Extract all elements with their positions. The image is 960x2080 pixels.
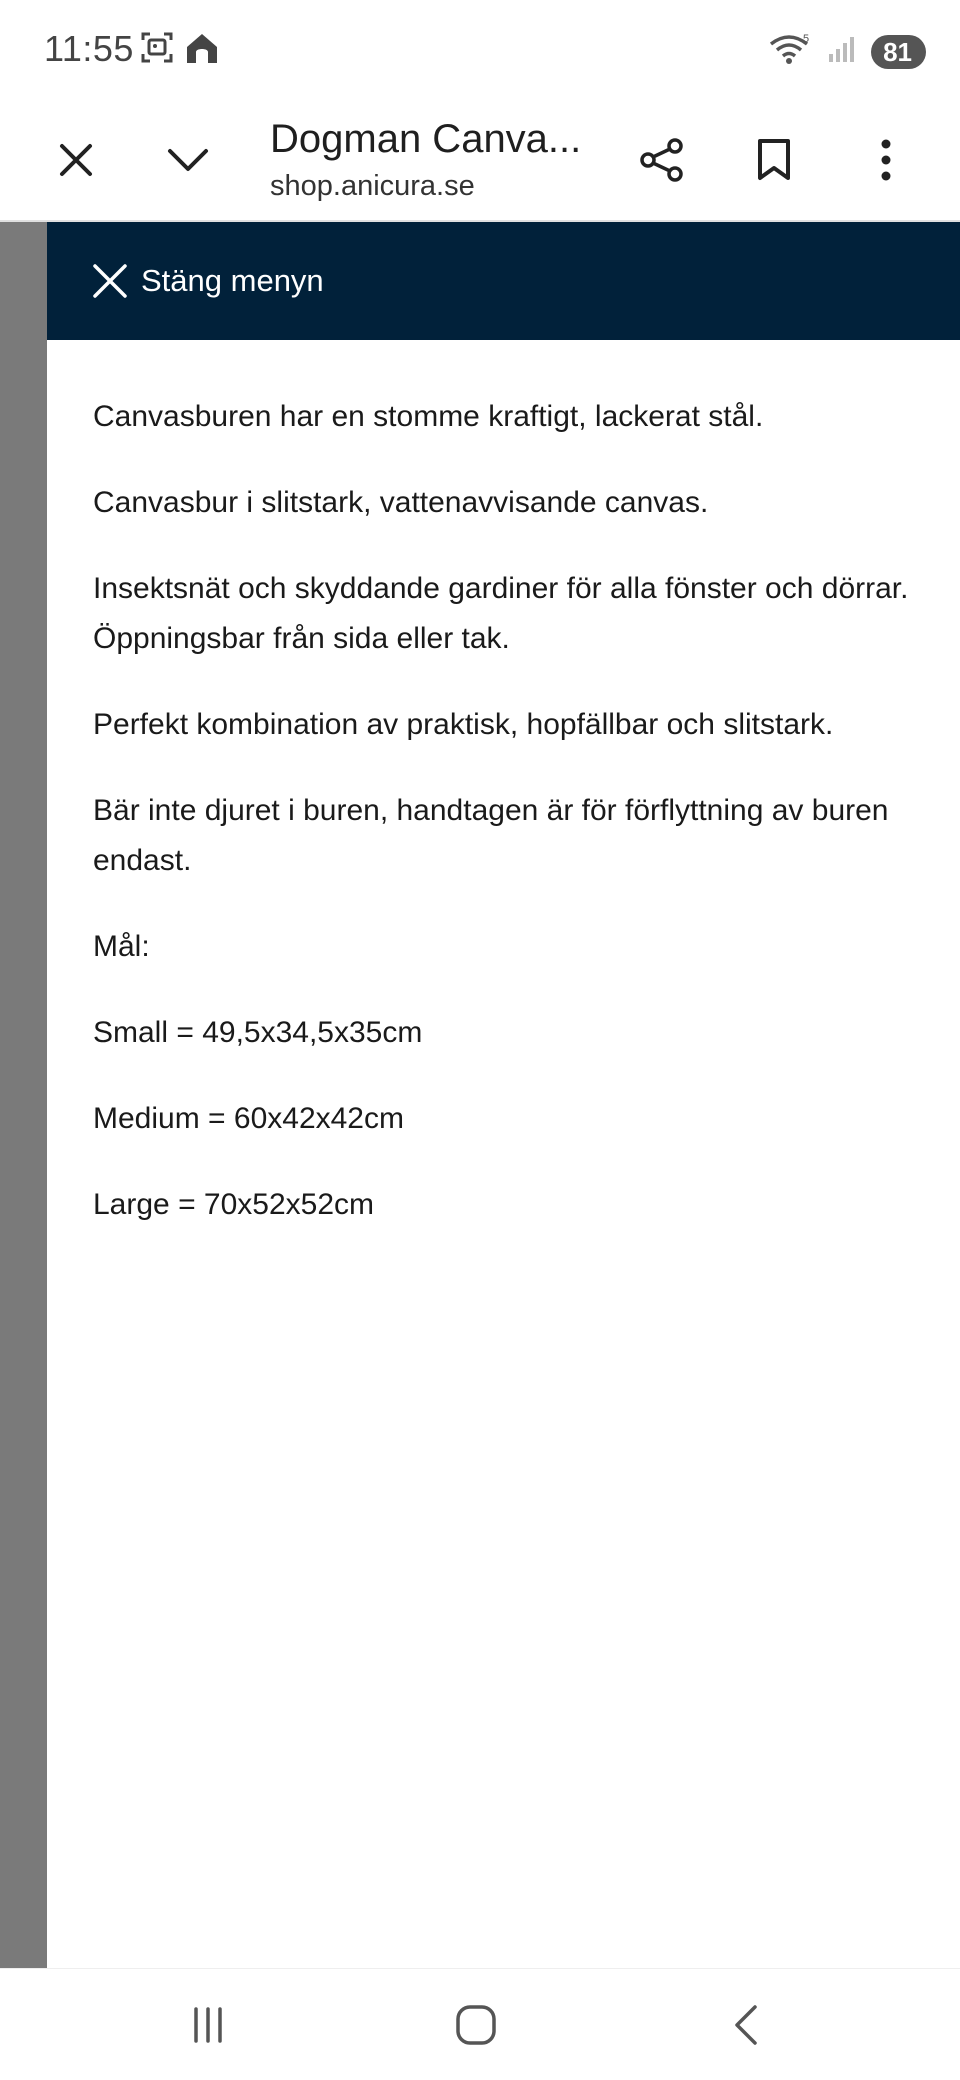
minimize-button[interactable]	[156, 128, 220, 192]
description-paragraph: Canvasburen har en stomme kraftigt, lackerat stål.	[93, 400, 764, 433]
share-icon	[639, 137, 685, 183]
product-description	[93, 392, 923, 1266]
recents-icon	[188, 2005, 228, 2045]
dimension-small: Small = 49,5x34,5x35cm	[93, 1016, 423, 1049]
status-time: 11:55	[44, 28, 134, 69]
screenshot-icon	[140, 30, 174, 71]
dimension-large: Large = 70x52x52cm	[93, 1188, 375, 1221]
bookmark-button[interactable]	[742, 128, 806, 192]
dimensions-heading: Mål:	[93, 930, 150, 963]
page-url: shop.anicura.se	[270, 170, 475, 202]
battery-indicator: 81	[871, 35, 926, 69]
description-paragraph: Insektsnät och skyddande gardiner för alla fönster och dörrar. Öppningsbar från sida eller tak.	[93, 572, 909, 655]
status-bar	[0, 0, 960, 100]
wifi-icon	[769, 32, 813, 71]
web-page	[0, 222, 960, 1968]
description-paragraph: Canvasbur i slitstark, vattenavvisande canvas.	[93, 486, 709, 519]
description-paragraph: Bär inte djuret i buren, handtagen är för förflyttning av buren endast.	[93, 794, 889, 877]
close-menu-button[interactable]: Stäng menyn	[141, 263, 324, 298]
page-title: Dogman Canva...	[270, 117, 582, 161]
status-right	[769, 32, 926, 71]
close-menu-icon[interactable]	[91, 262, 129, 300]
chevron-down-icon	[166, 145, 210, 175]
browser-toolbar	[0, 100, 960, 222]
status-left-icons	[140, 30, 220, 71]
dimension-medium: Medium = 60x42x42cm	[93, 1102, 404, 1135]
back-icon	[731, 2003, 761, 2047]
recents-button[interactable]	[168, 1997, 248, 2053]
home-icon	[454, 2003, 498, 2047]
bookmark-icon	[756, 138, 792, 182]
home-button[interactable]	[436, 1997, 516, 2053]
share-button[interactable]	[630, 128, 694, 192]
more-vert-icon	[878, 138, 894, 182]
close-tab-button[interactable]	[44, 128, 108, 192]
home-app-icon	[184, 30, 220, 71]
signal-icon	[827, 34, 857, 69]
back-button[interactable]	[706, 1997, 786, 2053]
menu-overlay-backdrop[interactable]	[0, 222, 47, 1968]
more-options-button[interactable]	[854, 128, 918, 192]
wifi-label: 5	[803, 33, 810, 45]
page-title-area[interactable]	[270, 110, 610, 204]
system-nav-bar	[0, 1968, 960, 2080]
menu-header	[47, 222, 960, 340]
close-icon	[56, 140, 96, 180]
description-paragraph: Perfekt kombination av praktisk, hopfällbar och slitstark.	[93, 708, 834, 741]
